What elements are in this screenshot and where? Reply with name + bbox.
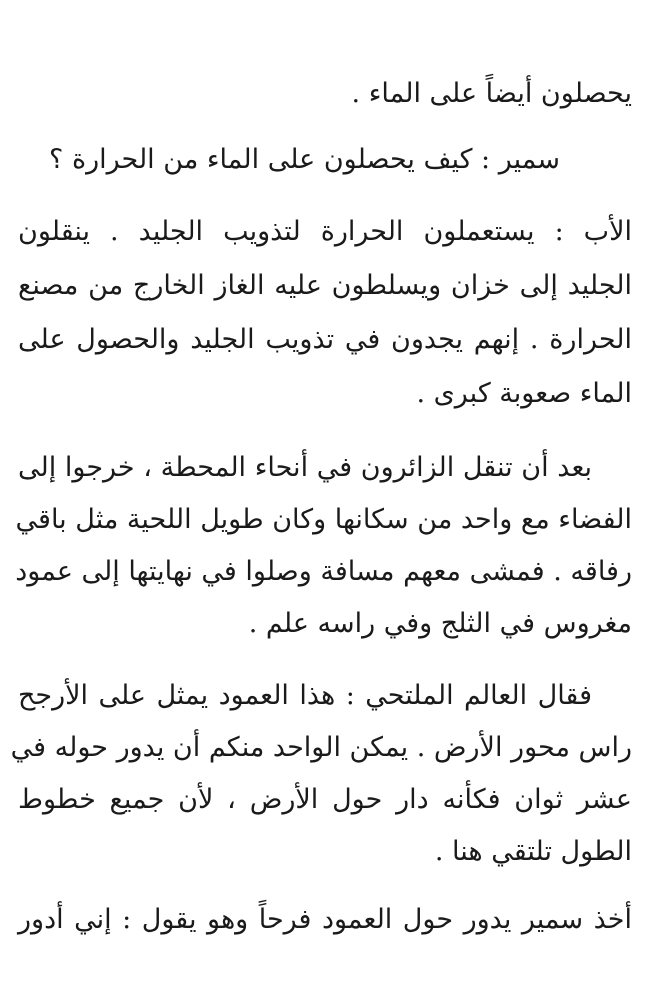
text-line: راس محور الأرض . يمكن الواحد منكم أن يدور حوله في: [10, 732, 632, 763]
text-line: الفضاء مع واحد من سكانها وكان طويل اللحية مثل باقي: [15, 504, 632, 535]
text-line: مغروس في الثلج وفي راسه علم .: [248, 608, 632, 639]
text-line: الماء صعوبة كبرى .: [416, 378, 632, 409]
text-line: أخذ سمير يدور حول العمود فرحاً وهو يقول : إني أدور: [18, 904, 632, 935]
text-line: عشر ثوان فكأنه دار حول الأرض ، لأن جميع خطوط: [18, 784, 632, 815]
text-line: الجليد إلى خزان ويسلطون عليه الغاز الخارج من مصنع: [18, 270, 632, 301]
text-line: الحرارة . إنهم يجدون في تذويب الجليد والحصول على: [18, 324, 632, 355]
text-line: بعد أن تنقل الزائرون في أنحاء المحطة ، خرجوا إلى: [18, 452, 592, 483]
text-line: رفاقه . فمشى معهم مسافة وصلوا في نهايتها إلى عمود: [15, 556, 632, 587]
text-line: الطول تلتقي هنا .: [434, 836, 632, 867]
dialogue-line: سمير : كيف يحصلون على الماء من الحرارة ؟: [49, 144, 560, 175]
text-line: فقال العالم الملتحي : هذا العمود يمثل على الأرجح: [18, 680, 592, 711]
text-line: يحصلون أيضاً على الماء .: [351, 78, 632, 109]
text-line: الأب : يستعملون الحرارة لتذويب الجليد . ينقلون: [18, 216, 632, 247]
